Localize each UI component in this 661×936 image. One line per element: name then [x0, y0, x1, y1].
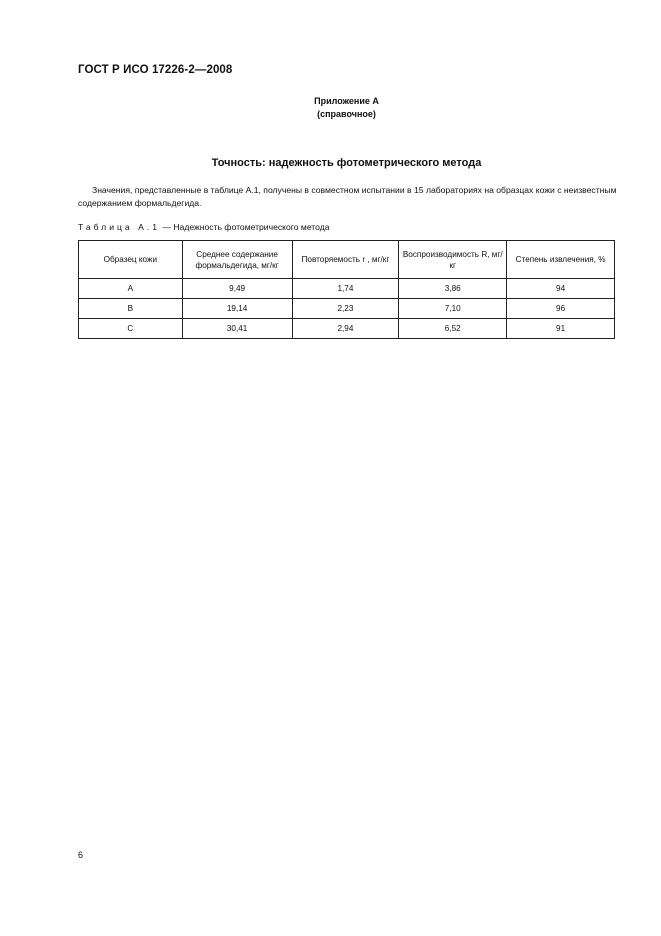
cell-repeatability: 2,94 [292, 319, 399, 339]
document-header: ГОСТ Р ИСО 17226-2—2008 [78, 64, 233, 76]
header-reproducibility: Воспроизводимость R, мг/кг [399, 241, 507, 279]
cell-reproducibility: 7,10 [399, 299, 507, 319]
cell-repeatability: 1,74 [292, 279, 399, 299]
cell-reproducibility: 3,86 [399, 279, 507, 299]
header-recovery: Степень извлечения, % [507, 241, 615, 279]
cell-avg-content: 9,49 [182, 279, 292, 299]
page-number: 6 [78, 850, 84, 860]
cell-sample: С [79, 319, 183, 339]
annex-heading [0, 95, 661, 121]
cell-recovery: 94 [507, 279, 615, 299]
cell-sample: А [79, 279, 183, 299]
table-caption-label: Таблица А.1 [78, 222, 160, 232]
table-row [79, 319, 615, 339]
cell-repeatability: 2,23 [292, 299, 399, 319]
table-row [79, 279, 615, 299]
table-header-row [79, 241, 615, 279]
intro-paragraph-text: Значения, представленные в таблице А.1, получены в совместном испытании в 15 лабораториях на образцах кожи с неизвестным содержанием формальдегида. [78, 185, 617, 208]
annex-type: (справочное) [317, 109, 376, 119]
cell-recovery: 96 [507, 299, 615, 319]
cell-avg-content: 19,14 [182, 299, 292, 319]
annex-title: Приложение А [314, 96, 379, 106]
reliability-table [78, 240, 615, 339]
intro-paragraph [78, 184, 618, 210]
cell-sample: В [79, 299, 183, 319]
cell-reproducibility: 6,52 [399, 319, 507, 339]
header-sample: Образец кожи [79, 241, 183, 279]
table-row [79, 299, 615, 319]
cell-avg-content: 30,41 [182, 319, 292, 339]
header-avg-content: Среднее содержание формальдегида, мг/кг [182, 241, 292, 279]
table-caption-text: — Надежность фотометрического метода [159, 222, 330, 232]
cell-recovery: 91 [507, 319, 615, 339]
section-title: Точность: надежность фотометрического метода [211, 157, 482, 169]
header-repeatability: Повторяемость r , мг/кг [292, 241, 399, 279]
table-caption [78, 222, 330, 232]
